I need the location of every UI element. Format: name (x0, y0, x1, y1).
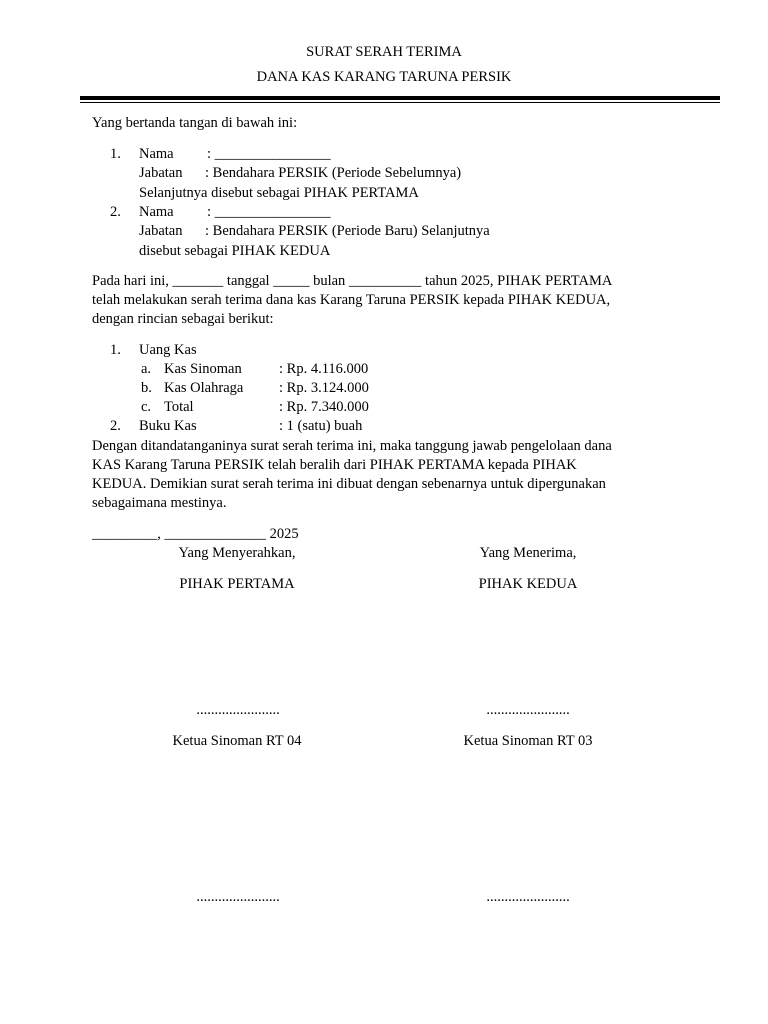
party-1-number: 1. (110, 146, 121, 162)
paragraph-line: dengan rincian sebagai berikut: (92, 311, 274, 327)
sub-item-label: Kas Olahraga (164, 380, 244, 396)
item-1-number: 1. (110, 342, 121, 358)
left-witness-title: Ketua Sinoman RT 04 (172, 733, 302, 749)
paragraph-line: KAS Karang Taruna PERSIK telah beralih dari PIHAK PERTAMA kepada PIHAK (92, 457, 577, 473)
sub-item-letter: a. (141, 361, 152, 377)
sub-item-letter: b. (141, 380, 152, 396)
left-signer-party: PIHAK PERTAMA (179, 576, 295, 592)
left-signature-line: ....................... (196, 702, 280, 718)
right-signer-party: PIHAK KEDUA (478, 576, 578, 592)
sub-item-value: : Rp. 7.340.000 (279, 399, 369, 415)
document-title: SURAT SERAH TERIMA (306, 44, 462, 60)
party-2-role-value: : Bendahara PERSIK (Periode Baru) Selanjutnya (205, 223, 490, 239)
paragraph-line: sebagaimana mestinya. (92, 495, 227, 511)
sub-item-value: : Rp. 4.116.000 (279, 361, 369, 377)
sub-item-label: Total (164, 399, 194, 415)
left-witness-signature-line: ....................... (196, 889, 280, 905)
item-1-label: Uang Kas (139, 342, 197, 358)
left-signer-role: Yang Menyerahkan, (178, 545, 296, 561)
sub-item-letter: c. (141, 399, 152, 415)
paragraph-line: Pada hari ini, _______ tanggal _____ bulan __________ tahun 2025, PIHAK PERTAMA (92, 273, 613, 289)
party-2-name-label: Nama (139, 204, 174, 220)
sub-item-label: Kas Sinoman (164, 361, 242, 377)
right-signature-line: ....................... (486, 702, 570, 718)
document-subtitle: DANA KAS KARANG TARUNA PERSIK (256, 69, 512, 85)
party-1-role-label: Jabatan (139, 165, 183, 181)
sub-item-value: : Rp. 3.124.000 (279, 380, 369, 396)
right-witness-signature-line: ....................... (486, 889, 570, 905)
party-1-alias: Selanjutnya disebut sebagai PIHAK PERTAMA (139, 185, 419, 201)
paragraph-line: telah melakukan serah terima dana kas Karang Taruna PERSIK kepada PIHAK KEDUA, (92, 292, 611, 308)
paragraph-line: KEDUA. Demikian surat serah terima ini dibuat dengan sebenarnya untuk dipergunakan (92, 476, 606, 492)
item-2-value: : 1 (satu) buah (279, 418, 363, 434)
party-2-name-value: : ________________ (207, 204, 331, 220)
party-2-alias: disebut sebagai PIHAK KEDUA (139, 243, 331, 259)
party-2-role-label: Jabatan (139, 223, 183, 239)
right-signer-role: Yang Menerima, (479, 545, 577, 561)
date-line: _________, ______________ 2025 (92, 526, 299, 542)
header-rule-thin (80, 102, 720, 103)
header-rule-thick (80, 96, 720, 100)
item-2-number: 2. (110, 418, 121, 434)
party-1-name-label: Nama (139, 146, 174, 162)
party-2-number: 2. (110, 204, 121, 220)
item-2-label: Buku Kas (139, 418, 197, 434)
paragraph-line: Dengan ditandatanganinya surat serah terima ini, maka tanggung jawab pengelolaan dana (92, 438, 612, 454)
intro-text: Yang bertanda tangan di bawah ini: (92, 115, 298, 131)
party-1-name-value: : ________________ (207, 146, 331, 162)
right-witness-title: Ketua Sinoman RT 03 (463, 733, 593, 749)
party-1-role-value: : Bendahara PERSIK (Periode Sebelumnya) (205, 165, 462, 181)
